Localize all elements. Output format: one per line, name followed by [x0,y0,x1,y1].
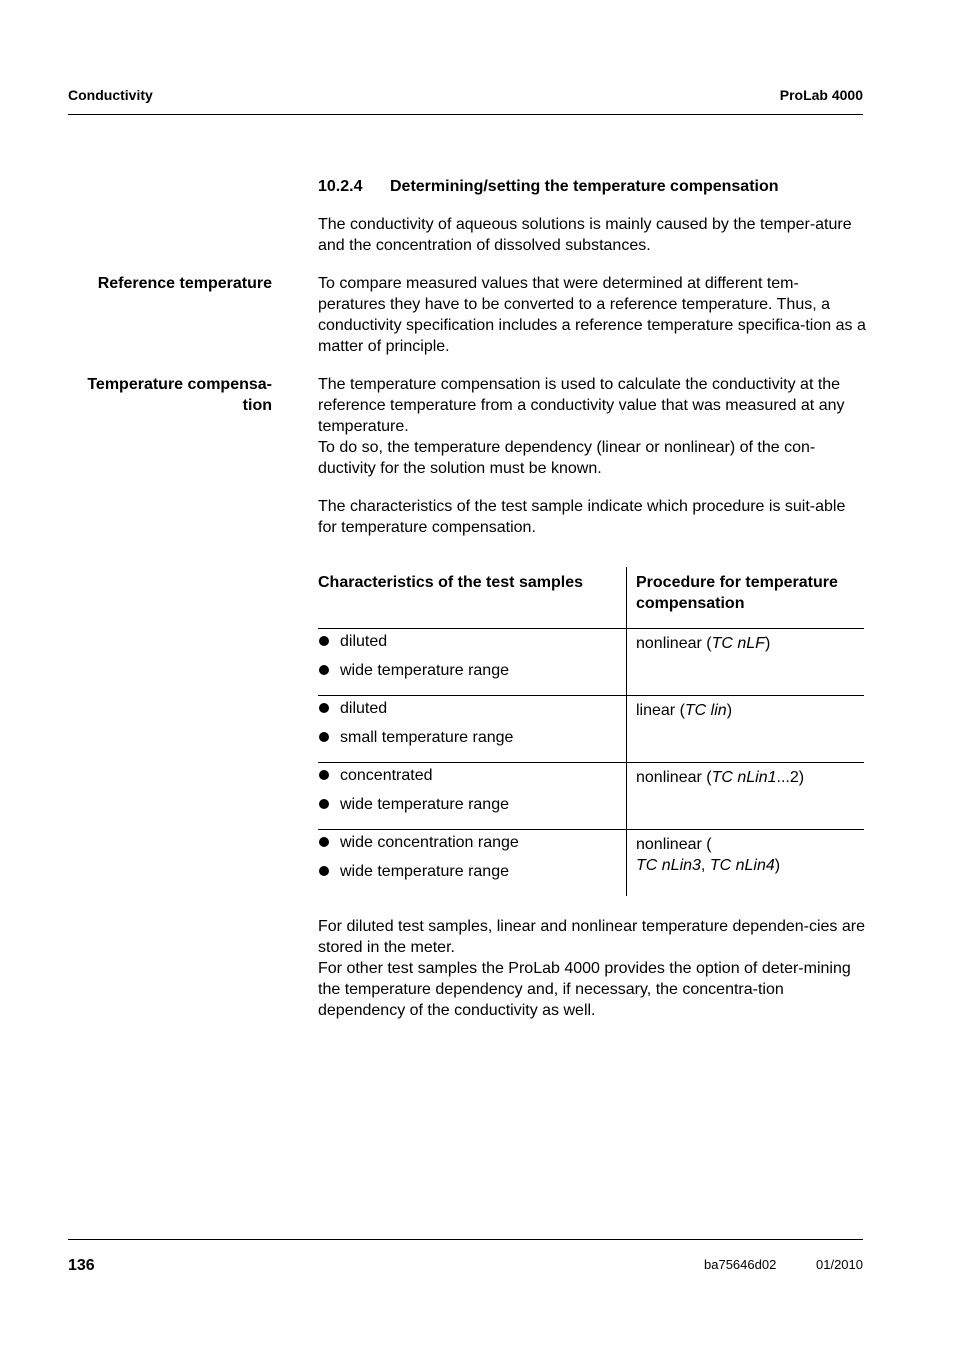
footer-rule [68,1239,863,1240]
procedure-cell [627,696,865,763]
document-code: ba75646d02 [704,1257,777,1272]
margin-label-temperature-compensation [60,374,272,416]
table-header-characteristics: Characteristics of the test samples [318,567,627,629]
characteristics-list [318,830,626,881]
procedure-cell [627,763,865,830]
table-row [318,763,864,830]
procedure-text-end: ) [774,857,781,874]
intro-paragraph: The conductivity of aqueous solutions is mainly caused by the temper-ature and the concentration of dissolved substances. [318,216,852,254]
section-title: Determining/setting the temperature compensation [390,178,779,195]
characteristics-list [318,629,626,680]
list-item: wide concentration range [318,833,626,852]
characteristics-cell [318,830,627,897]
procedure-text: nonlinear ( [636,635,712,652]
list-item: small temperature range [318,728,626,747]
characteristics-cell [318,629,627,696]
table-header-row [318,567,864,629]
procedure-table [318,567,864,896]
table-row [318,830,864,897]
procedure-text-mid: ...2 [776,769,799,786]
margin-label-line1: Temperature compensa- [87,376,272,393]
procedure-code: TC nLF [711,635,765,652]
document-date: 01/2010 [816,1257,863,1272]
table-row [318,696,864,763]
list-item: wide temperature range [318,862,626,881]
temperature-compensation-paragraph [318,374,866,479]
characteristics-cell [318,763,627,830]
closing-text-1: For diluted test samples, linear and nonlinear temperature dependen-cies are stored in the meter. [318,918,865,956]
table-header-procedure: Procedure for temperature compensation [627,567,865,629]
section-number: 10.2.4 [318,178,363,195]
closing-paragraph [318,916,866,1021]
procedure-code: TC nLin3 [636,857,701,874]
procedure-code-2: TC nLin4 [709,857,775,874]
procedure-text: linear ( [636,702,685,719]
procedure-text-end: ) [798,769,805,786]
temperature-compensation-text-2: To do so, the temperature dependency (linear or nonlinear) of the con-ductivity for the solution must be known. [318,439,816,477]
procedure-text: nonlinear ( [636,769,712,786]
procedure-code: TC lin [684,702,727,719]
procedure-cell [627,830,865,897]
characteristics-list [318,696,626,747]
margin-label-line2: tion [242,397,272,414]
temperature-compensation-text-1: The temperature compensation is used to calculate the conductivity at the reference temperature from a conductivity value that was measured at any temperature. [318,376,845,435]
running-header-product: ProLab 4000 [779,87,863,103]
margin-label-reference-temperature: Reference temperature [97,275,272,292]
table-row [318,629,864,696]
procedure-text-end: ) [764,635,771,652]
list-item: concentrated [318,766,626,785]
list-item: diluted [318,699,626,718]
running-header-chapter: Conductivity [68,87,153,103]
list-item: wide temperature range [318,795,626,814]
characteristics-cell [318,696,627,763]
characteristics-intro-paragraph: The characteristics of the test sample indicate which procedure is suit-able for temperature compensation. [318,498,846,536]
page-number: 136 [68,1257,95,1274]
characteristics-list [318,763,626,814]
header-rule [68,114,863,115]
procedure-cell [627,629,865,696]
procedure-text: nonlinear ( [636,836,712,853]
section-heading [318,178,779,196]
procedure-code: TC nLin1 [711,769,777,786]
list-item: wide temperature range [318,661,626,680]
procedure-text-mid: , [700,857,710,874]
reference-temperature-paragraph: To compare measured values that were determined at different tem-peratures they have to be converted to a reference temperature. Thus, a conductivity specification includes a reference temperature specifica-tion as a matter of principle. [318,275,866,355]
list-item: diluted [318,632,626,651]
closing-text-2: For other test samples the ProLab 4000 provides the option of deter-mining the temperature dependency and, if necessary, the concentra-tion dependency of the conductivity as well. [318,960,851,1019]
procedure-text-end: ) [726,702,733,719]
